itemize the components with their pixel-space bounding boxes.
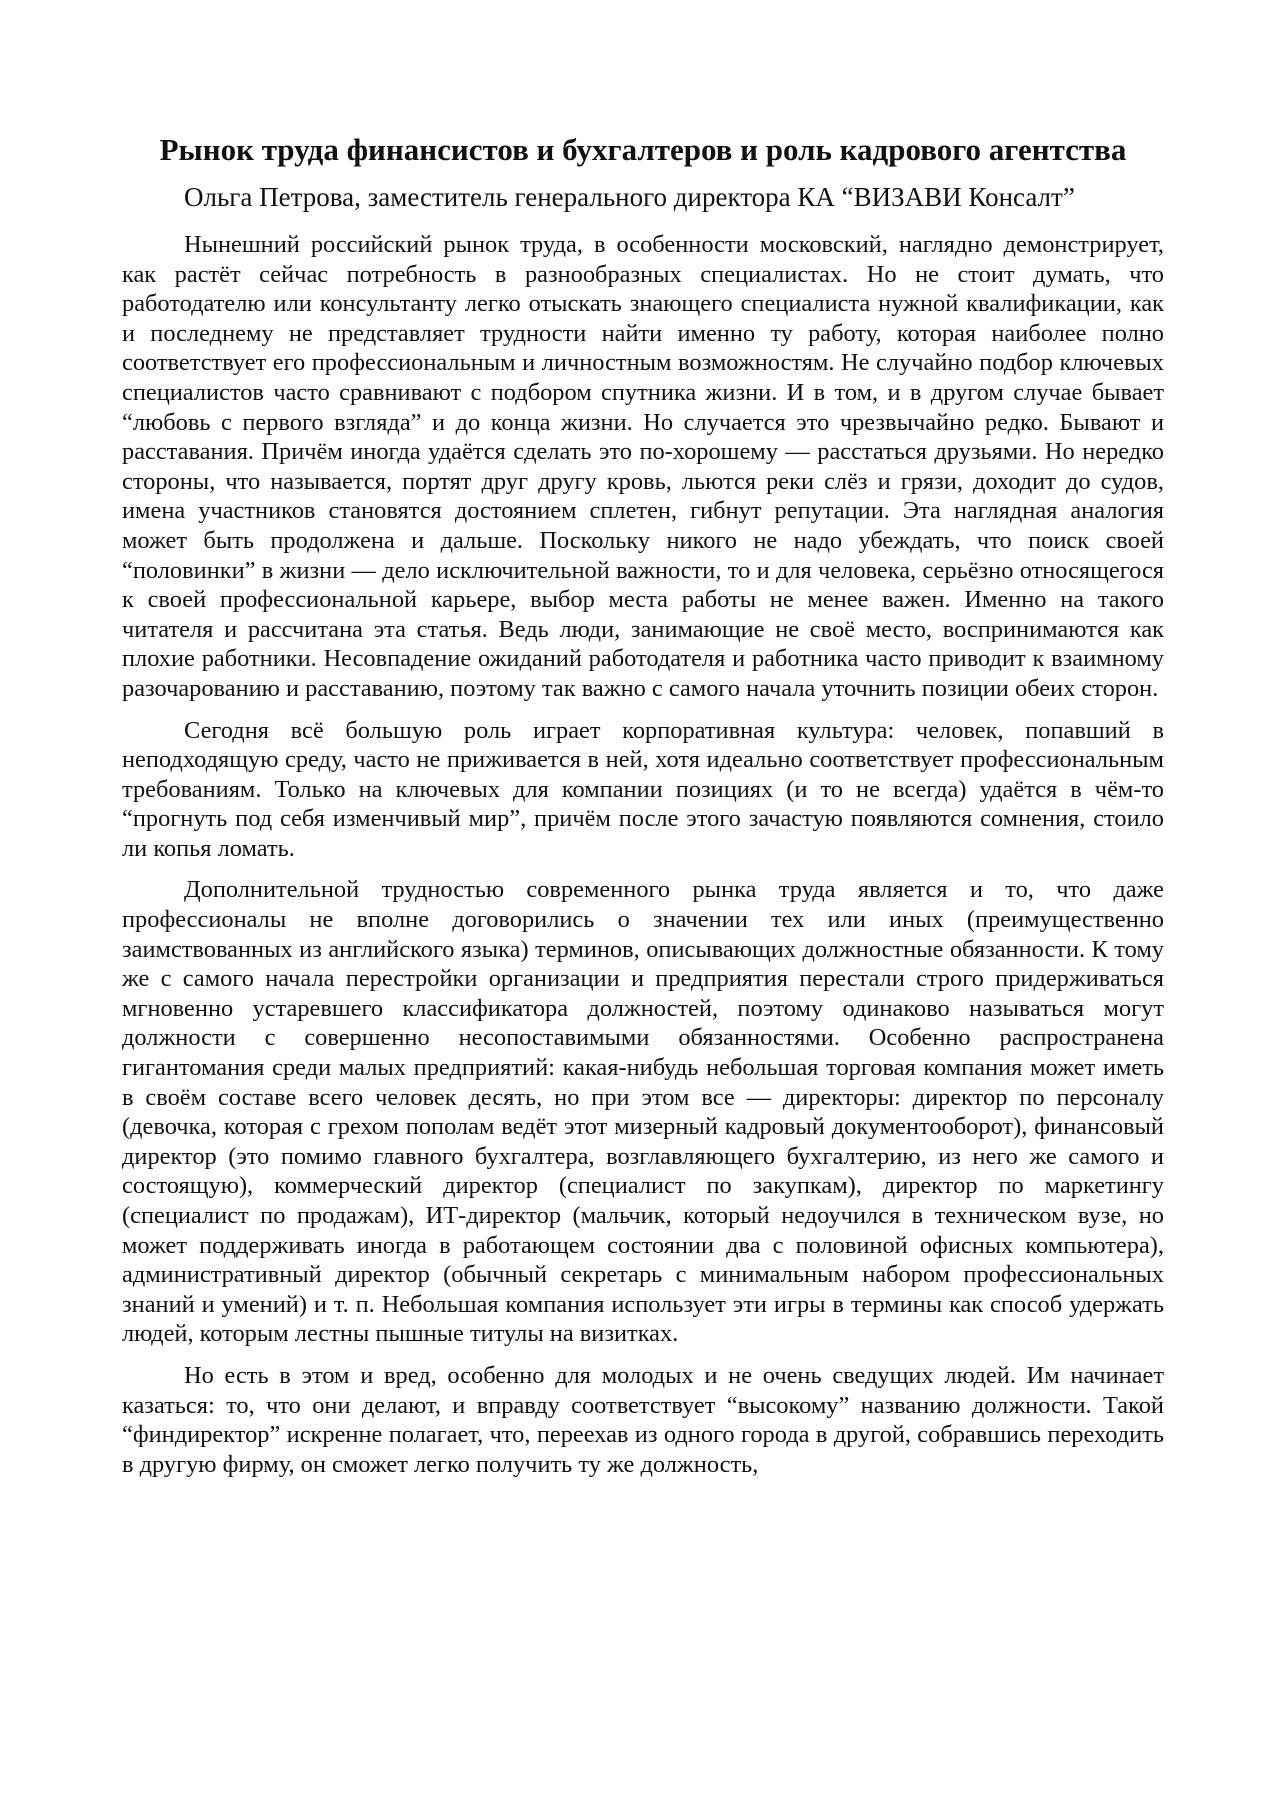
author-line: Ольга Петрова, заместитель генерального директора КА “ВИЗАВИ Консалт” [184,182,1075,212]
paragraph-4: Но есть в этом и вред, особенно для молодых и не очень сведущих людей. Им начинает казаться: то, что они делают, и вправду соответствует “высокому” названию должности. Такой “финдиректор” искренне полагает, что, переехав из одного города в другой, собравшись переходить в другую фирму, он сможет легко получить ту же должность, [122,1361,1164,1478]
document-page [122,130,1164,1491]
paragraph-3: Дополнительной трудностью современного рынка труда является и то, что даже профессионалы не вполне договорились о значении тех или иных (преимущественно заимствованных из английского языка) терминов, описывающих должностные обязанности. К тому же с самого начала перестройки организации и предприятия перестали строго придерживаться мгновенно устаревшего классификатора должностей, поэтому одинаково называться могут должности с совершенно несопоставимыми обязанностями. Особенно распространена гигантомания среди малых предприятий: какая-нибудь небольшая торговая компания может иметь в своём составе всего человек десять, но при этом все — директоры: директор по персоналу (девочка, которая с грехом пополам ведёт этот мизерный кадровый документооборот), финансовый директор (это помимо главного бухгалтера, возглавляющего бухгалтерию, из него же самого и состоящую), коммерческий директор (специалист по закупкам), директор по маркетингу (специалист по продажам), ИТ-директор (мальчик, который недоучился в техническом вузе, но может поддерживать иногда в работающем состоянии два с половиной офисных компьютера), административный директор (обычный секретарь с минимальным набором профессиональных знаний и умений) и т. п. Небольшая компания использует эти игры в термины как способ удержать людей, которым лестны пышные титулы на визитках. [122,876,1164,1348]
paragraph-2: Сегодня всё большую роль играет корпоративная культура: человек, попавший в неподходящую среду, часто не приживается в ней, хотя идеально соответствует профессиональным требованиям. Только на ключевых для компании позициях (и то не всегда) удаётся в чём-то “прогнуть под себя изменчивый мир”, причём после этого зачастую появляются сомнения, стоило ли копья ломать. [122,716,1164,862]
paragraph-1: Нынешний российский рынок труда, в особенности московский, наглядно демонстрирует, как растёт сейчас потребность в разнообразных специалистах. Но не стоит думать, что работодателю или консультанту легко отыскать знающего специалиста нужной квалификации, как и последнему не представляет трудности найти именно ту работу, которая наиболее полно соответствует его профессиональным и личностным возможностям. Не случайно подбор ключевых специалистов часто сравнивают с подбором спутника жизни. И в том, и в другом случае бывает “любовь с первого взгляда” и до конца жизни. Но случается это чрезвычайно редко. Бывают и расставания. Причём иногда удаётся сделать это по-хорошему — расстаться друзьями. Но нередко стороны, что называется, портят друг другу кровь, льются реки слёз и грязи, доходит до судов, имена участников становятся достоянием сплетен, гибнут репутации. Эта наглядная аналогия может быть продолжена и дальше. Поскольку никого не надо убеждать, что поиск своей “половинки” в жизни — дело исключительной важности, то и для человека, серьёзно относящегося к своей профессиональной карьере, выбор места работы не менее важен. Именно на такого читателя и рассчитана эта статья. Ведь люди, занимающие не своё место, воспринимаются как плохие работники. Несовпадение ожиданий работодателя и работника часто приводит к взаимному разочарованию и расставанию, поэтому так важно с самого начала уточнить позиции обеих сторон. [122,231,1164,702]
document-title: Рынок труда финансистов и бухгалтеров и роль кадрового агентства [159,132,1127,167]
